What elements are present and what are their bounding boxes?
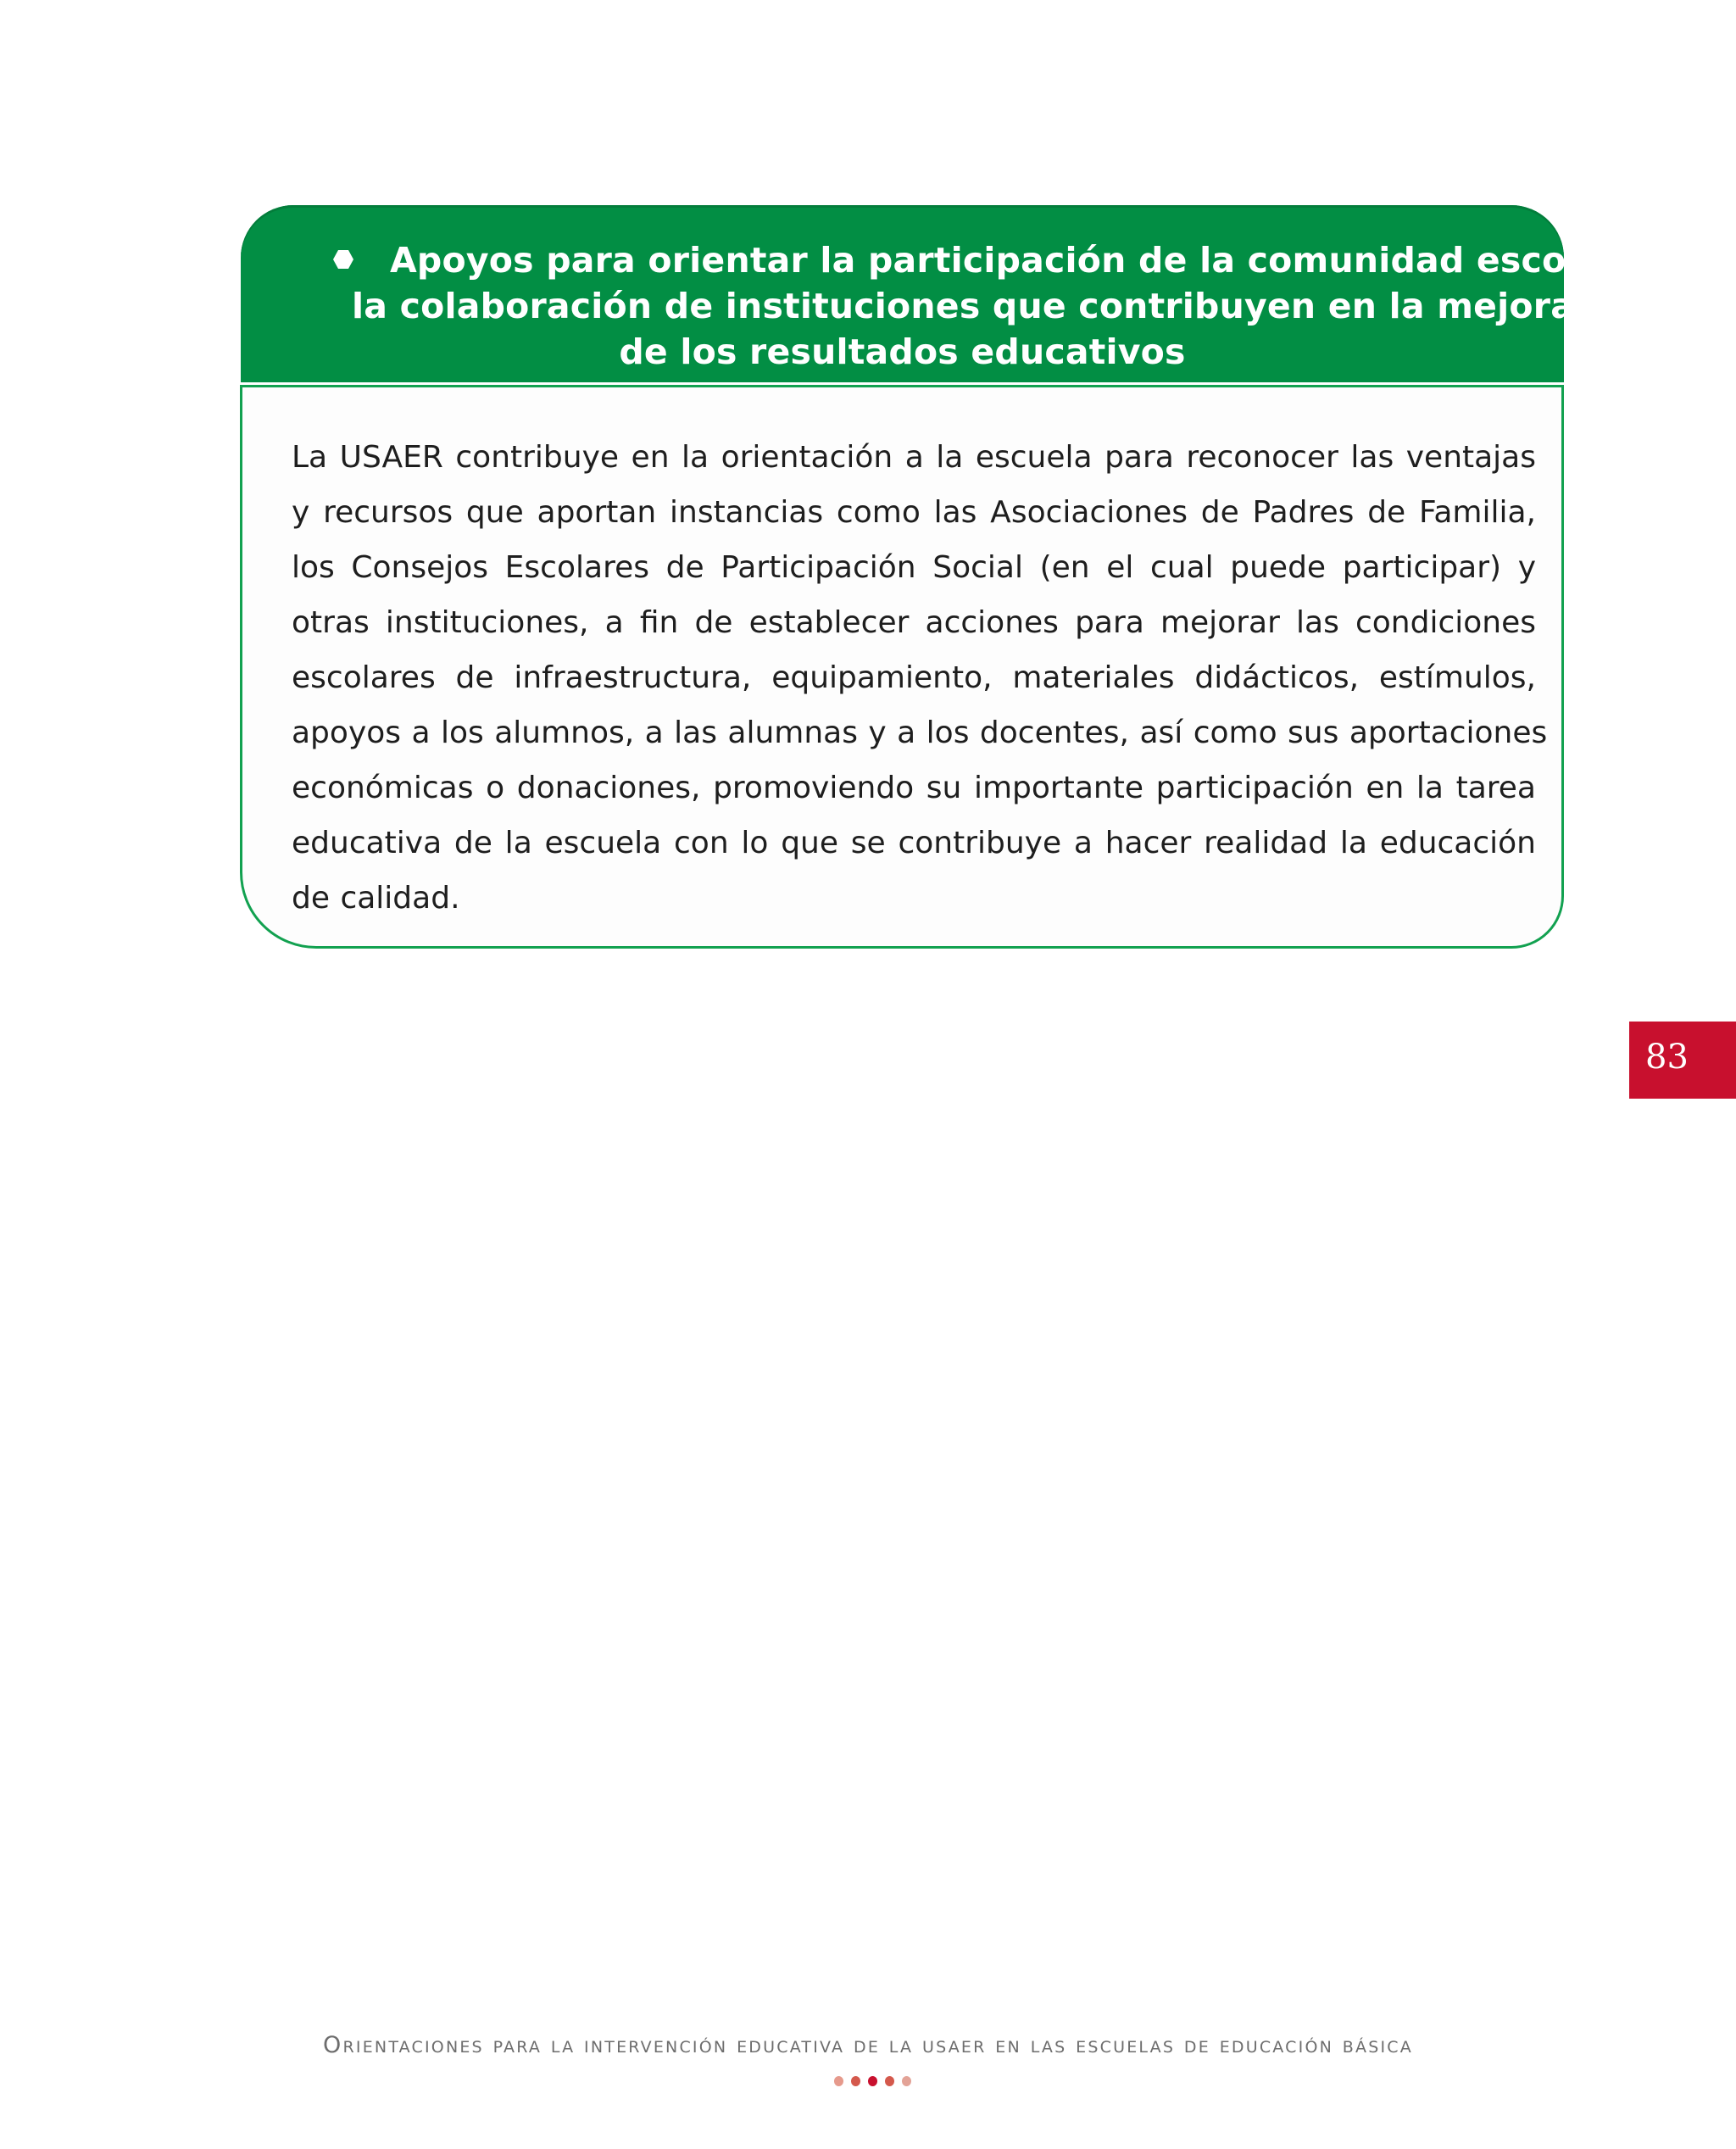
section-body-box [240,385,1564,949]
footer-title: Orientaciones para la intervención educativa de la usaer en las escuelas de educación básica [323,2032,1413,2058]
footer-dot-icon [885,2076,894,2086]
section-title-line-1: Apoyos para orientar la participación de la comunidad escolar y [390,240,1655,281]
section-body-text [292,430,1548,926]
body-line: otras instituciones, a fin de establecer acciones para mejorar las condiciones [292,605,1536,640]
body-line: los Consejos Escolares de Participación Social (en el cual puede participar) y [292,550,1536,585]
body-line: escolares de infraestructura, equipamiento, materiales didácticos, estímulos, [292,660,1536,695]
page-number: 83 [1645,1038,1689,1077]
body-line: educativa de la escuela con lo que se contribuye a hacer realidad la educación [292,826,1536,860]
page-number-tab [1629,1022,1736,1099]
section-title-line-2: la colaboración de instituciones que contribuyen en la mejora [352,286,1575,326]
footer-dot-icon [868,2076,877,2086]
footer-dot-icon [834,2076,843,2086]
footer-dot-icon [902,2076,911,2086]
section-header [241,205,1655,382]
body-line: La USAER contribuye en la orientación a la escuela para reconocer las ventajas [292,440,1536,475]
footer-dots-decoration [834,2076,911,2086]
body-line: y recursos que aportan instancias como las Asociaciones de Padres de Familia, [292,495,1536,530]
footer-dot-icon [851,2076,860,2086]
body-line: apoyos a los alumnos, a las alumnas y a los docentes, así como sus aportaciones [292,715,1548,750]
body-line: de calidad. [292,881,460,916]
section-title-line-3: de los resultados educativos [619,331,1186,372]
hexagon-bullet-icon [333,250,353,269]
body-line: económicas o donaciones, promoviendo su importante participación en la tarea [292,771,1536,805]
